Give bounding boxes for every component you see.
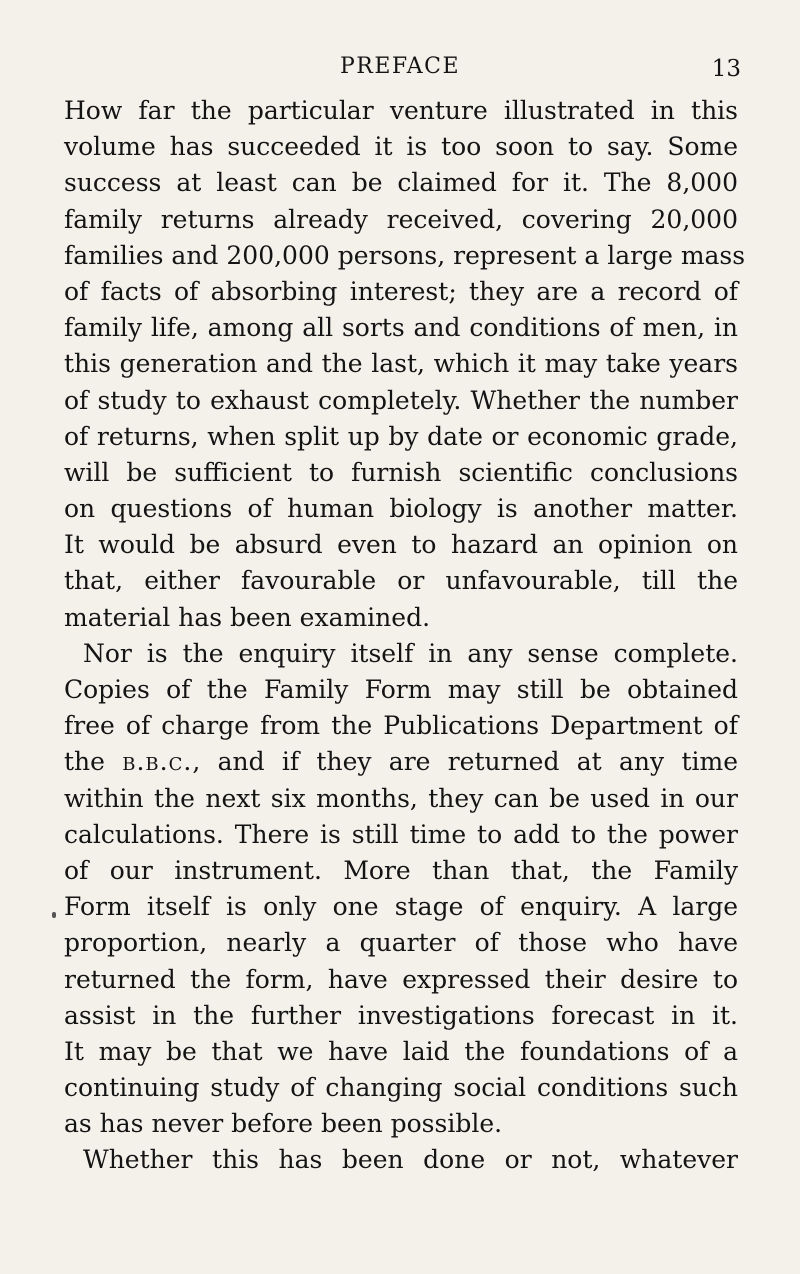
text-line: that, either favourable or unfavourable, till the <box>64 566 738 596</box>
text-line: as has never before been possible. <box>64 1109 503 1139</box>
text-line: assist in the further investigations forecast in it. <box>64 1000 738 1030</box>
text-line-with-abbreviation <box>64 744 738 780</box>
text-line: this generation and the last, which it may take years <box>64 349 738 379</box>
bbc-abbreviation: b.b.c. <box>122 747 193 777</box>
print-speck <box>52 912 56 918</box>
text-line: within the next six months, they can be used in our <box>64 783 738 813</box>
text-line: material has been examined. <box>64 602 431 632</box>
text-line: Copies of the Family Form may still be obtained <box>64 675 738 704</box>
text-line: of our instrument. More than that, the Family <box>64 855 738 885</box>
text-line: family returns already received, covering 20,000 <box>64 204 738 234</box>
text-line: free of charge from the Publications Department of <box>64 711 738 741</box>
text-line: will be sufficient to furnish scientific conclusions <box>64 457 738 487</box>
page-number: 13 <box>711 56 741 82</box>
text-line: of facts of absorbing interest; they are a record of <box>64 276 738 306</box>
text-line: families and 200,000 persons, represent a large mass <box>64 240 746 270</box>
text-line: returned the form, have expressed their desire to <box>64 964 738 994</box>
text-fragment: , and if they are returned at any time <box>192 747 738 777</box>
text-line: Nor is the enquiry itself in any sense complete. <box>83 638 738 668</box>
text-line: It would be absurd even to hazard an opinion on <box>64 530 738 560</box>
text-line: proportion, nearly a quarter of those who have <box>64 928 738 958</box>
body-text <box>64 93 746 1179</box>
text-line: calculations. There is still time to add to the power <box>64 819 738 849</box>
text-line: Whether this has been done or not, whatever <box>83 1145 738 1175</box>
text-line: of study to exhaust completely. Whether the number <box>64 385 738 415</box>
text-line: of returns, when split up by date or economic grade, <box>64 421 738 451</box>
running-head: PREFACE <box>339 54 461 79</box>
text-line: continuing study of changing social conditions such <box>64 1073 738 1103</box>
text-fragment: the <box>64 747 123 777</box>
text-line: family life, among all sorts and conditions of men, in <box>64 313 738 343</box>
page-header <box>0 48 800 88</box>
text-line: success at least can be claimed for it. The 8,000 <box>64 168 738 198</box>
text-line: It may be that we have laid the foundations of a <box>64 1036 738 1066</box>
text-line: Form itself is only one stage of enquiry. A large <box>64 892 738 922</box>
text-line: volume has succeeded it is too soon to say. Some <box>64 132 738 162</box>
text-line: on questions of human biology is another matter. <box>64 494 738 524</box>
text-line: How far the particular venture illustrated in this <box>64 96 738 125</box>
